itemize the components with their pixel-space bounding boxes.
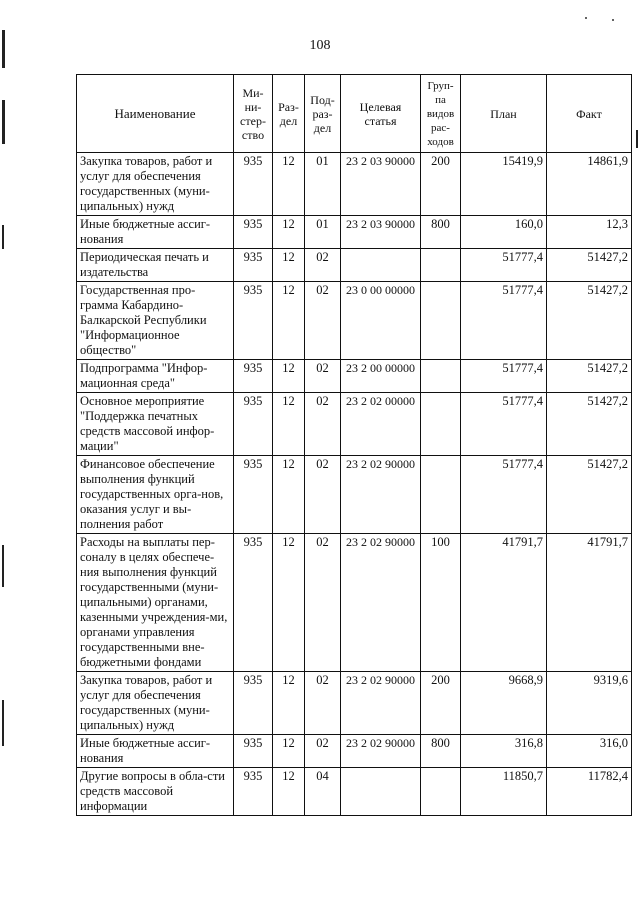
row-section: 12 bbox=[273, 360, 305, 393]
row-group bbox=[421, 768, 461, 816]
row-target bbox=[341, 249, 421, 282]
row-group bbox=[421, 393, 461, 456]
row-target bbox=[341, 768, 421, 816]
row-fact: 51427,2 bbox=[547, 249, 632, 282]
row-section: 12 bbox=[273, 735, 305, 768]
row-target: 23 2 02 90000 bbox=[341, 534, 421, 672]
row-subsection: 02 bbox=[305, 456, 341, 534]
page-number: 108 bbox=[309, 38, 331, 53]
row-ministry: 935 bbox=[234, 456, 273, 534]
row-subsection: 02 bbox=[305, 282, 341, 360]
row-name: Расходы на выплаты пер-соналу в целях обеспече-ния выполнения функций государственными (муни-ципальными) органами, казенными учреждения-ми, органами управления государственными вне-бюджетными фондами bbox=[77, 534, 234, 672]
row-name: Государственная про-грамма Кабардино-Балкарской Республики "Информационное общество" bbox=[77, 282, 234, 360]
row-name: Периодическая печать и издательства bbox=[77, 249, 234, 282]
row-name: Закупка товаров, работ и услуг для обеспечения государственных (муни-ципальных) нужд bbox=[77, 672, 234, 735]
row-fact: 51427,2 bbox=[547, 282, 632, 360]
scan-edge-mark-right bbox=[636, 130, 638, 148]
scan-edge-mark-middle bbox=[2, 225, 4, 249]
row-ministry: 935 bbox=[234, 249, 273, 282]
row-plan: 51777,4 bbox=[461, 393, 547, 456]
row-target: 23 2 02 90000 bbox=[341, 735, 421, 768]
row-ministry: 935 bbox=[234, 282, 273, 360]
header-section: Раз- дел bbox=[273, 75, 305, 153]
table-row bbox=[77, 360, 632, 393]
row-plan: 9668,9 bbox=[461, 672, 547, 735]
row-plan: 160,0 bbox=[461, 216, 547, 249]
header-subsection: Под- раз- дел bbox=[305, 75, 341, 153]
row-group: 200 bbox=[421, 153, 461, 216]
row-ministry: 935 bbox=[234, 153, 273, 216]
row-target: 23 2 03 90000 bbox=[341, 153, 421, 216]
row-section: 12 bbox=[273, 768, 305, 816]
row-section: 12 bbox=[273, 153, 305, 216]
row-subsection: 02 bbox=[305, 360, 341, 393]
row-group bbox=[421, 282, 461, 360]
table-row bbox=[77, 672, 632, 735]
row-subsection: 02 bbox=[305, 249, 341, 282]
row-ministry: 935 bbox=[234, 534, 273, 672]
header-name: Наименование bbox=[77, 75, 234, 153]
row-fact: 12,3 bbox=[547, 216, 632, 249]
row-section: 12 bbox=[273, 282, 305, 360]
row-ministry: 935 bbox=[234, 735, 273, 768]
row-plan: 41791,7 bbox=[461, 534, 547, 672]
scan-dot bbox=[612, 19, 614, 21]
row-section: 12 bbox=[273, 534, 305, 672]
row-subsection: 02 bbox=[305, 393, 341, 456]
table-row bbox=[77, 735, 632, 768]
row-fact: 51427,2 bbox=[547, 360, 632, 393]
row-section: 12 bbox=[273, 393, 305, 456]
table-row bbox=[77, 153, 632, 216]
row-section: 12 bbox=[273, 216, 305, 249]
row-group: 800 bbox=[421, 735, 461, 768]
row-subsection: 04 bbox=[305, 768, 341, 816]
scan-dot bbox=[585, 17, 587, 19]
row-name: Закупка товаров, работ и услуг для обеспечения государственных (муни-ципальных) нужд bbox=[77, 153, 234, 216]
header-target: Целевая статья bbox=[341, 75, 421, 153]
row-subsection: 01 bbox=[305, 153, 341, 216]
row-plan: 15419,9 bbox=[461, 153, 547, 216]
table-header-row bbox=[77, 75, 632, 153]
table-row bbox=[77, 768, 632, 816]
scan-edge-mark-bottom bbox=[2, 700, 4, 746]
row-ministry: 935 bbox=[234, 672, 273, 735]
table-row bbox=[77, 216, 632, 249]
row-fact: 14861,9 bbox=[547, 153, 632, 216]
table-row bbox=[77, 456, 632, 534]
header-ministry: Ми- ни- стер- ство bbox=[234, 75, 273, 153]
table-row bbox=[77, 249, 632, 282]
row-target: 23 2 02 00000 bbox=[341, 393, 421, 456]
row-ministry: 935 bbox=[234, 393, 273, 456]
row-ministry: 935 bbox=[234, 768, 273, 816]
row-fact: 9319,6 bbox=[547, 672, 632, 735]
row-plan: 51777,4 bbox=[461, 249, 547, 282]
row-fact: 316,0 bbox=[547, 735, 632, 768]
row-subsection: 02 bbox=[305, 735, 341, 768]
row-target: 23 2 03 90000 bbox=[341, 216, 421, 249]
row-group: 200 bbox=[421, 672, 461, 735]
header-plan: План bbox=[461, 75, 547, 153]
row-fact: 51427,2 bbox=[547, 456, 632, 534]
row-ministry: 935 bbox=[234, 216, 273, 249]
row-section: 12 bbox=[273, 672, 305, 735]
row-group bbox=[421, 249, 461, 282]
table-row bbox=[77, 282, 632, 360]
row-name: Другие вопросы в обла-сти средств массовой информации bbox=[77, 768, 234, 816]
row-fact: 41791,7 bbox=[547, 534, 632, 672]
row-name: Финансовое обеспечение выполнения функций государственных орга-нов, оказания услуг и вы-полнения работ bbox=[77, 456, 234, 534]
row-name: Основное мероприятие "Поддержка печатных средств массовой инфор-мации" bbox=[77, 393, 234, 456]
row-plan: 11850,7 bbox=[461, 768, 547, 816]
row-name: Подпрограмма "Инфор-мационная среда" bbox=[77, 360, 234, 393]
row-group: 800 bbox=[421, 216, 461, 249]
row-plan: 316,8 bbox=[461, 735, 547, 768]
row-subsection: 01 bbox=[305, 216, 341, 249]
row-plan: 51777,4 bbox=[461, 282, 547, 360]
row-group bbox=[421, 360, 461, 393]
budget-table bbox=[76, 74, 632, 816]
row-target: 23 0 00 00000 bbox=[341, 282, 421, 360]
row-plan: 51777,4 bbox=[461, 360, 547, 393]
row-subsection: 02 bbox=[305, 534, 341, 672]
table-row bbox=[77, 534, 632, 672]
row-group bbox=[421, 456, 461, 534]
row-section: 12 bbox=[273, 456, 305, 534]
row-ministry: 935 bbox=[234, 360, 273, 393]
row-section: 12 bbox=[273, 249, 305, 282]
row-target: 23 2 02 90000 bbox=[341, 456, 421, 534]
row-target: 23 2 00 00000 bbox=[341, 360, 421, 393]
scan-edge-mark-lower bbox=[2, 545, 4, 587]
row-name: Иные бюджетные ассиг-нования bbox=[77, 216, 234, 249]
header-fact: Факт bbox=[547, 75, 632, 153]
row-target: 23 2 02 90000 bbox=[341, 672, 421, 735]
row-name: Иные бюджетные ассиг-нования bbox=[77, 735, 234, 768]
table-row bbox=[77, 393, 632, 456]
row-fact: 51427,2 bbox=[547, 393, 632, 456]
header-expense-group: Груп- па видов рас- ходов bbox=[421, 75, 461, 153]
scan-edge-mark-upper bbox=[2, 100, 5, 144]
row-subsection: 02 bbox=[305, 672, 341, 735]
row-fact: 11782,4 bbox=[547, 768, 632, 816]
row-plan: 51777,4 bbox=[461, 456, 547, 534]
row-group: 100 bbox=[421, 534, 461, 672]
